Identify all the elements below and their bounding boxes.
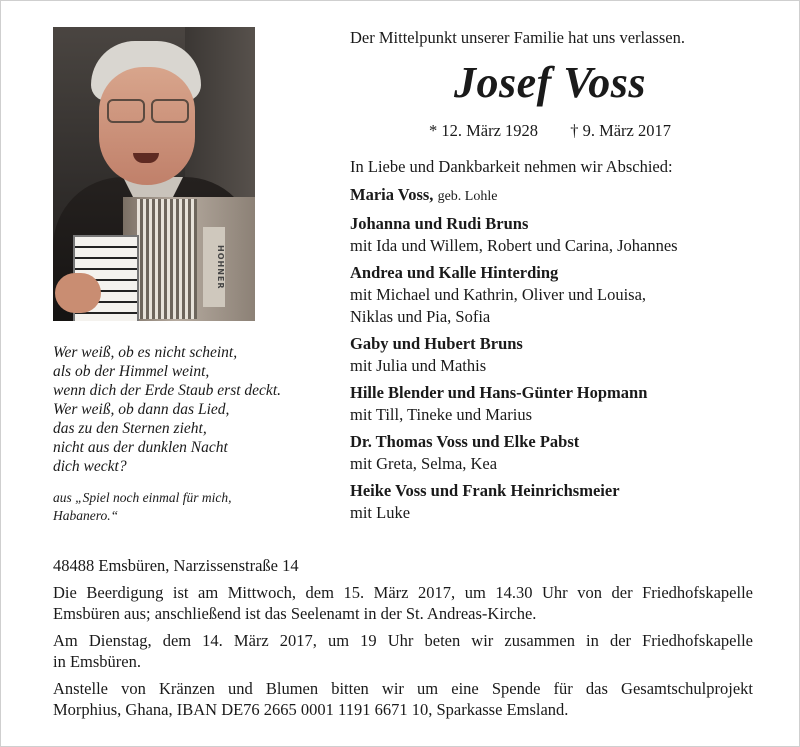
poem-line: dich weckt? xyxy=(53,458,127,475)
mourner-entry xyxy=(350,333,770,377)
mourner-children: mit Julia und Mathis xyxy=(350,356,487,375)
death-date: † 9. März 2017 xyxy=(570,121,672,140)
mourner-entry xyxy=(350,213,770,257)
mourner-children: mit Greta, Selma, Kea xyxy=(350,454,498,473)
mourners-list xyxy=(350,184,770,529)
accordion-brand: HOHNER xyxy=(203,227,225,307)
portrait-photo xyxy=(53,27,255,321)
notices xyxy=(53,582,753,720)
mourner-children: mit Luke xyxy=(350,503,411,522)
mourner-name: Johanna und Rudi Bruns xyxy=(350,214,529,233)
address: 48488 Emsbüren, Narzissenstraße 14 xyxy=(53,556,299,575)
mourner-children: mit Till, Tineke und Marius xyxy=(350,405,533,424)
notice-line: Anstelle von Kränzen und Blumen bitten wir um eine Spende für das Gesamtschulprojekt xyxy=(53,679,753,698)
notice-line: Emsbüren aus; anschließend ist das Seelenamt in der St. Andreas-Kirche. xyxy=(53,604,537,623)
notice-line: in Emsbüren. xyxy=(53,652,141,671)
notice-line: Am Dienstag, dem 14. März 2017, um 19 Uhr beten wir zusammen in der Friedhofskapelle xyxy=(53,631,753,650)
mourner-name: Hille Blender und Hans-Günter Hopmann xyxy=(350,383,648,402)
mourner-entry xyxy=(350,382,770,426)
notice-paragraph xyxy=(53,582,753,624)
poem-line: wenn dich der Erde Staub erst deckt. xyxy=(53,382,281,399)
notice-line: Die Beerdigung ist am Mittwoch, dem 15. März 2017, um 14.30 Uhr von der Friedhofskapelle xyxy=(53,583,753,602)
mourner-name: Heike Voss und Frank Heinrichsmeier xyxy=(350,481,620,500)
notice-line: Morphius, Ghana, IBAN DE76 2665 0001 1191 6671 10, Sparkasse Emsland. xyxy=(53,700,569,719)
mourner-name: Gaby und Hubert Bruns xyxy=(350,334,523,353)
mourner-children: mit Ida und Willem, Robert und Carina, Johannes xyxy=(350,236,678,255)
poem-line: Wer weiß, ob dann das Lied, xyxy=(53,401,230,418)
notice-footer xyxy=(53,555,753,726)
mourner-name: Andrea und Kalle Hinterding xyxy=(350,263,559,282)
mourner-entry xyxy=(350,480,770,524)
mourner-entry xyxy=(350,431,770,475)
mourner-note: geb. Lohle xyxy=(437,189,498,204)
notice-paragraph xyxy=(53,630,753,672)
poem-source-line: Habanero.“ xyxy=(53,508,119,523)
poem-source xyxy=(53,489,343,525)
poem-line: Wer weiß, ob es nicht scheint, xyxy=(53,344,238,361)
poem xyxy=(53,343,343,476)
mourner-name: Dr. Thomas Voss und Elke Pabst xyxy=(350,432,580,451)
mourner-entry xyxy=(350,262,770,328)
life-dates xyxy=(350,121,750,141)
poem-line: das zu den Sternen zieht, xyxy=(53,420,207,437)
mourner-children: mit Michael und Kathrin, Oliver und Louisa, xyxy=(350,285,647,304)
notice-paragraph xyxy=(53,678,753,720)
farewell-line: In Liebe und Dankbarkeit nehmen wir Abschied: xyxy=(350,157,673,176)
intro-line: Der Mittelpunkt unserer Familie hat uns verlassen. xyxy=(350,28,685,47)
mourner-entry xyxy=(350,184,770,208)
poem-line: als ob der Himmel weint, xyxy=(53,363,210,380)
poem-source-line: aus „Spiel noch einmal für mich, xyxy=(53,490,232,505)
poem-line: nicht aus der dunklen Nacht xyxy=(53,439,228,456)
birth-date: * 12. März 1928 xyxy=(428,121,539,140)
deceased-name: Josef Voss xyxy=(453,58,647,107)
mourner-children: Niklas und Pia, Sofia xyxy=(350,307,491,326)
mourner-name: Maria Voss, geb. Lohle xyxy=(350,185,498,204)
